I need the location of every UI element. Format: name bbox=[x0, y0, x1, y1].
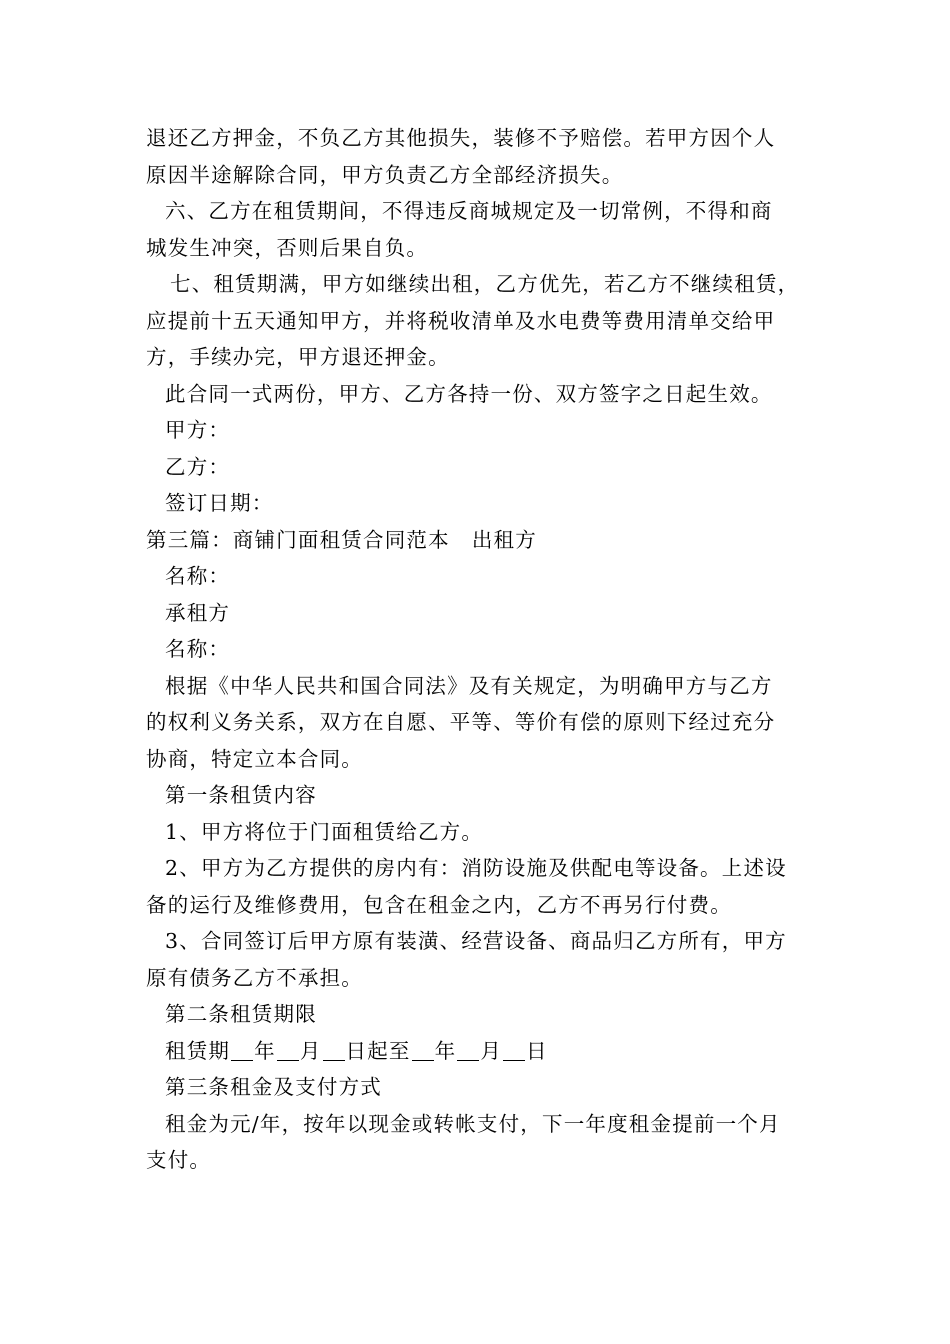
preamble-line: 根据《中华人民共和国合同法》及有关规定，为明确甲方与乙方 bbox=[165, 673, 773, 698]
lessor-name-label: 名称： bbox=[165, 564, 231, 588]
lessor-label: 出租方 bbox=[471, 527, 537, 552]
rent-payment-line: 租金为元/年，按年以现金或转帐支付，下一年度租金提前一个月 bbox=[165, 1111, 781, 1136]
clause-six: 六、乙方在租赁期间，不得违反商城规定及一切常例，不得和商 bbox=[165, 199, 773, 223]
text-line: 原因半途解除合同，甲方负责乙方全部经济损失。 bbox=[146, 162, 624, 187]
lessee-label: 承租方 bbox=[165, 600, 231, 625]
copies-clause: 此合同一式两份，甲方、乙方各持一份、双方签字之日起生效。 bbox=[165, 381, 773, 406]
month-label: 月 bbox=[480, 1038, 503, 1063]
term-prefix: 租赁期 bbox=[165, 1038, 231, 1063]
year-blank bbox=[231, 1038, 253, 1061]
article-one-item-3: 3、合同签订后甲方原有装潢、经营设备、商品归乙方所有，甲方 bbox=[165, 929, 787, 953]
section-heading bbox=[146, 522, 826, 559]
article-one-item-2: 2、甲方为乙方提供的房内有：消防设施及供配电等设备。上述设 bbox=[165, 856, 787, 880]
day-label: 日 bbox=[526, 1038, 548, 1063]
party-b-signature-label: 乙方： bbox=[165, 454, 231, 479]
article-three-heading: 第三条租金及支付方式 bbox=[165, 1075, 382, 1099]
day-blank bbox=[503, 1038, 525, 1061]
article-one-item-1: 1、甲方将位于门面租赁给乙方。 bbox=[165, 819, 484, 844]
section-title: 第三篇：商铺门面租赁合同范本 bbox=[146, 527, 450, 552]
text-line: 退还乙方押金，不负乙方其他损失，装修不予赔偿。若甲方因个人 bbox=[146, 126, 776, 150]
text-line: 城发生冲突，否则后果自负。 bbox=[146, 235, 429, 260]
year-label: 年 bbox=[434, 1038, 457, 1063]
text-line: 方，手续办完，甲方退还押金。 bbox=[146, 345, 450, 369]
document-body bbox=[146, 120, 826, 1179]
preamble-line: 协商，特定立本合同。 bbox=[146, 746, 363, 771]
year-label: 年 bbox=[254, 1038, 276, 1063]
lessee-name-label: 名称： bbox=[165, 637, 231, 661]
party-a-signature-label: 甲方： bbox=[165, 418, 231, 442]
text-line: 备的运行及维修费用，包含在租金之内，乙方不再另行付费。 bbox=[146, 892, 732, 917]
month-blank bbox=[457, 1038, 479, 1061]
year-blank bbox=[412, 1038, 434, 1061]
day-from-label: 日起至 bbox=[345, 1038, 411, 1063]
lease-term-line bbox=[146, 1033, 826, 1070]
text-line: 应提前十五天通知甲方，并将税收清单及水电费等费用清单交给甲 bbox=[146, 308, 776, 333]
text-line: 原有债务乙方不承担。 bbox=[146, 965, 363, 990]
clause-seven: 七、租赁期满，甲方如继续出租，乙方优先，若乙方不继续租赁， bbox=[170, 272, 800, 296]
preamble-line: 的权利义务关系，双方在自愿、平等、等价有偿的原则下经过充分 bbox=[146, 710, 776, 734]
article-one-heading: 第一条租赁内容 bbox=[165, 783, 317, 807]
signing-date-label: 签订日期： bbox=[165, 491, 274, 515]
article-two-heading: 第二条租赁期限 bbox=[165, 1002, 317, 1026]
month-blank bbox=[277, 1038, 299, 1061]
day-blank bbox=[323, 1038, 345, 1061]
month-label: 月 bbox=[299, 1038, 322, 1063]
text-line: 支付。 bbox=[146, 1148, 212, 1172]
